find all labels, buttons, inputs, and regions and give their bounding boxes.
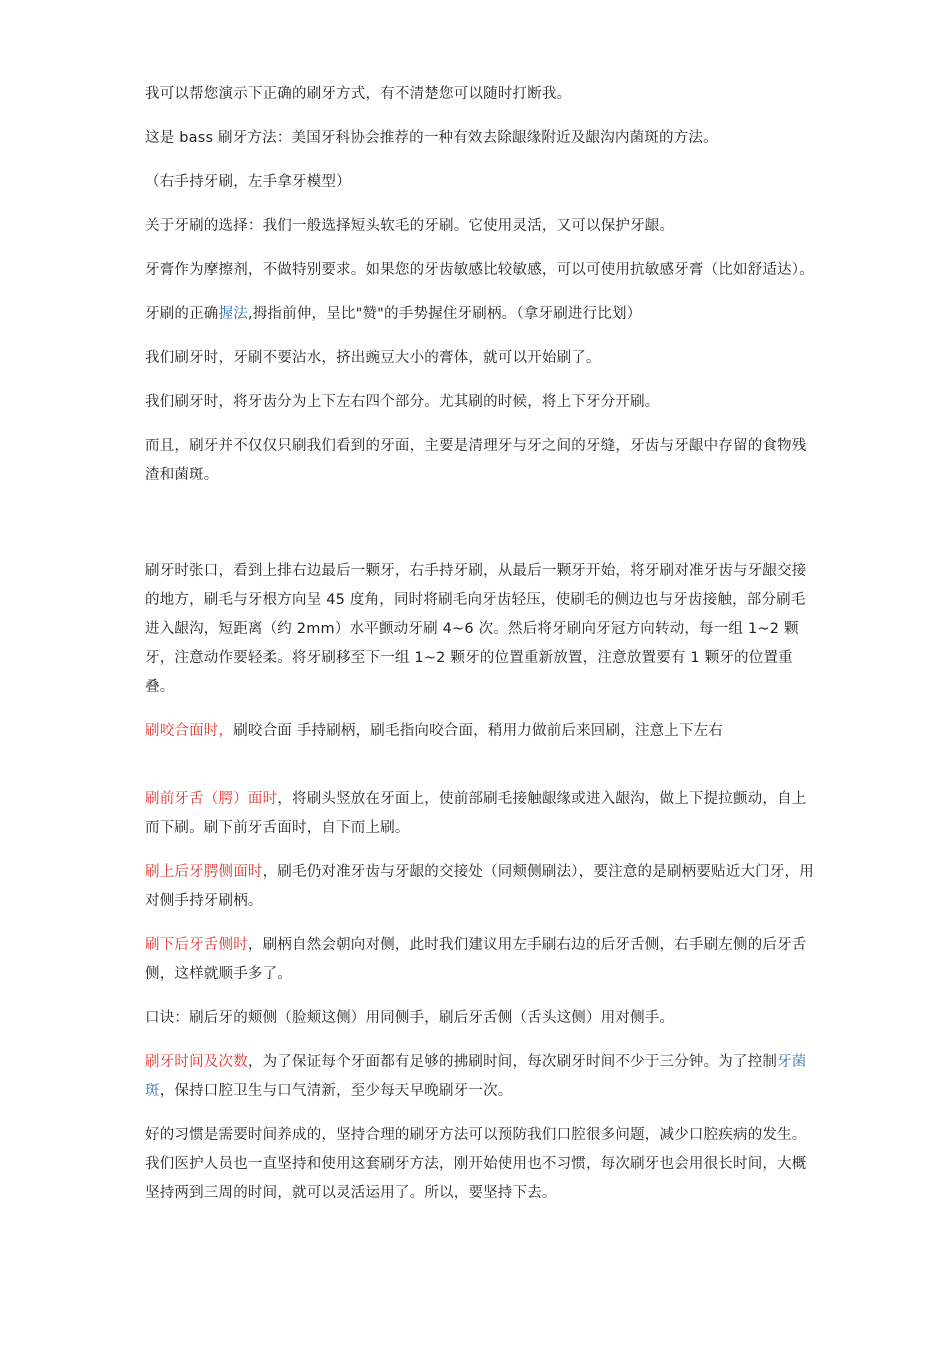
time-frequency-text-post: ，保持口腔卫生与口气清新，至少每天早晚刷牙一次。 [159,1083,513,1099]
hand-instruction-paragraph: （右手持牙刷，左手拿牙模型） [145,174,351,190]
time-frequency-text: ，为了保证每个牙面都有足够的拂刷时间，每次刷牙时间不少于三分钟。为了控制 [247,1054,778,1070]
time-frequency-paragraph [145,1048,820,1106]
lower-posterior-lingual-heading: 刷下后牙舌侧时 [145,937,248,953]
anterior-lingual-heading: 刷前牙舌（腭）面时 [145,791,278,807]
grip-link[interactable]: 握法 [218,306,248,322]
interdental-paragraph: 而且，刷牙并不仅仅只刷我们看到的牙面，主要是清理牙与牙之间的牙缝，牙齿与牙龈中存留的食物残渣和菌斑。 [145,438,807,483]
document-body [145,80,820,1223]
section-gap [145,505,820,557]
lower-posterior-lingual-paragraph [145,931,820,989]
four-sections-paragraph: 我们刷牙时，将牙齿分为上下左右四个部分。尤其刷的时候，将上下牙分开刷。 [145,394,660,410]
anterior-lingual-text: ，将刷头竖放在牙面上，使前部刷毛接触龈缘或进入龈沟，做上下提拉颤动，自上而下刷。刷下前牙舌面时，自下而上刷。 [145,791,807,836]
toothpaste-paragraph: 牙膏作为摩擦剂，不做特别要求。如果您的牙齿敏感比较敏感，可以可使用抗敏感牙膏（比如舒适达）。 [145,262,814,278]
grip-paragraph [145,300,820,329]
occlusal-paragraph [145,717,820,746]
grip-text-pre: 牙刷的正确 [145,306,219,322]
anterior-lingual-paragraph [145,785,820,843]
lower-posterior-lingual-text: ，刷柄自然会朝向对侧，此时我们建议用左手刷右边的后牙舌侧，右手刷左侧的后牙舌侧，这样就顺手多了。 [145,937,807,982]
upper-posterior-palatal-paragraph [145,858,820,916]
time-frequency-heading: 刷牙时间及次数 [145,1054,248,1070]
mnemonic-paragraph: 口诀：刷后牙的颊侧（脸颊这侧）用同侧手，刷后牙舌侧（舌头这侧）用对侧手。 [145,1010,675,1026]
upper-posterior-palatal-text: ，刷毛仍对准牙齿与牙龈的交接处（同颊侧刷法），要注意的是刷柄要贴近大门牙，用对侧手持牙刷柄。 [145,864,814,909]
toothbrush-choice-paragraph: 关于牙刷的选择：我们一般选择短头软毛的牙刷。它使用灵活，又可以保护牙龈。 [145,218,675,234]
grip-text-post: ,拇指前伸，呈比"赞"的手势握住牙刷柄。（拿牙刷进行比划） [247,306,642,322]
toothpaste-amount-paragraph: 我们刷牙时，牙刷不要沾水，挤出豌豆大小的膏体，就可以开始刷了。 [145,350,601,366]
bass-method-paragraph: 这是 bass 刷牙方法：美国牙科协会推荐的一种有效去除龈缘附近及龈沟内菌斑的方法。 [145,130,718,146]
occlusal-text: 刷咬合面 手持刷柄，刷毛指向咬合面，稍用力做前后来回刷，注意上下左右 [233,723,724,739]
section-gap-small [145,761,820,785]
brushing-steps-paragraph: 刷牙时张口，看到上排右边最后一颗牙，右手持牙刷，从最后一颗牙开始，将牙刷对准牙齿与牙龈交接的地方，刷毛与牙根方向呈 45 度角，同时将刷毛向牙齿轻压，使刷毛的侧边也与牙齿接触，部分刷毛进入龈沟，短距离（约 2mm）水平颤动牙刷 4~6 次。然后将牙刷向牙冠方向转动，每一组 1~2 颗牙，注意动作要轻柔。将牙刷移至下一组 1~2 颗牙的位置重新放置，注意放置要有 1 颗牙的位置重叠。 [145,563,807,695]
intro-paragraph: 我可以帮您演示下正确的刷牙方式，有不清楚您可以随时打断我。 [145,86,572,102]
upper-posterior-palatal-heading: 刷上后牙腭侧面时 [145,864,263,880]
plaque-link[interactable]: 牙菌斑 [145,1054,807,1099]
habit-paragraph: 好的习惯是需要时间养成的，坚持合理的刷牙方法可以预防我们口腔很多问题，减少口腔疾病的发生。我们医护人员也一直坚持和使用这套刷牙方法，刚开始使用也不习惯，每次刷牙也会用很长时间，大概坚持两到三周的时间，就可以灵活运用了。所以，要坚持下去。 [145,1127,807,1201]
occlusal-heading: 刷咬合面时， [145,723,234,739]
